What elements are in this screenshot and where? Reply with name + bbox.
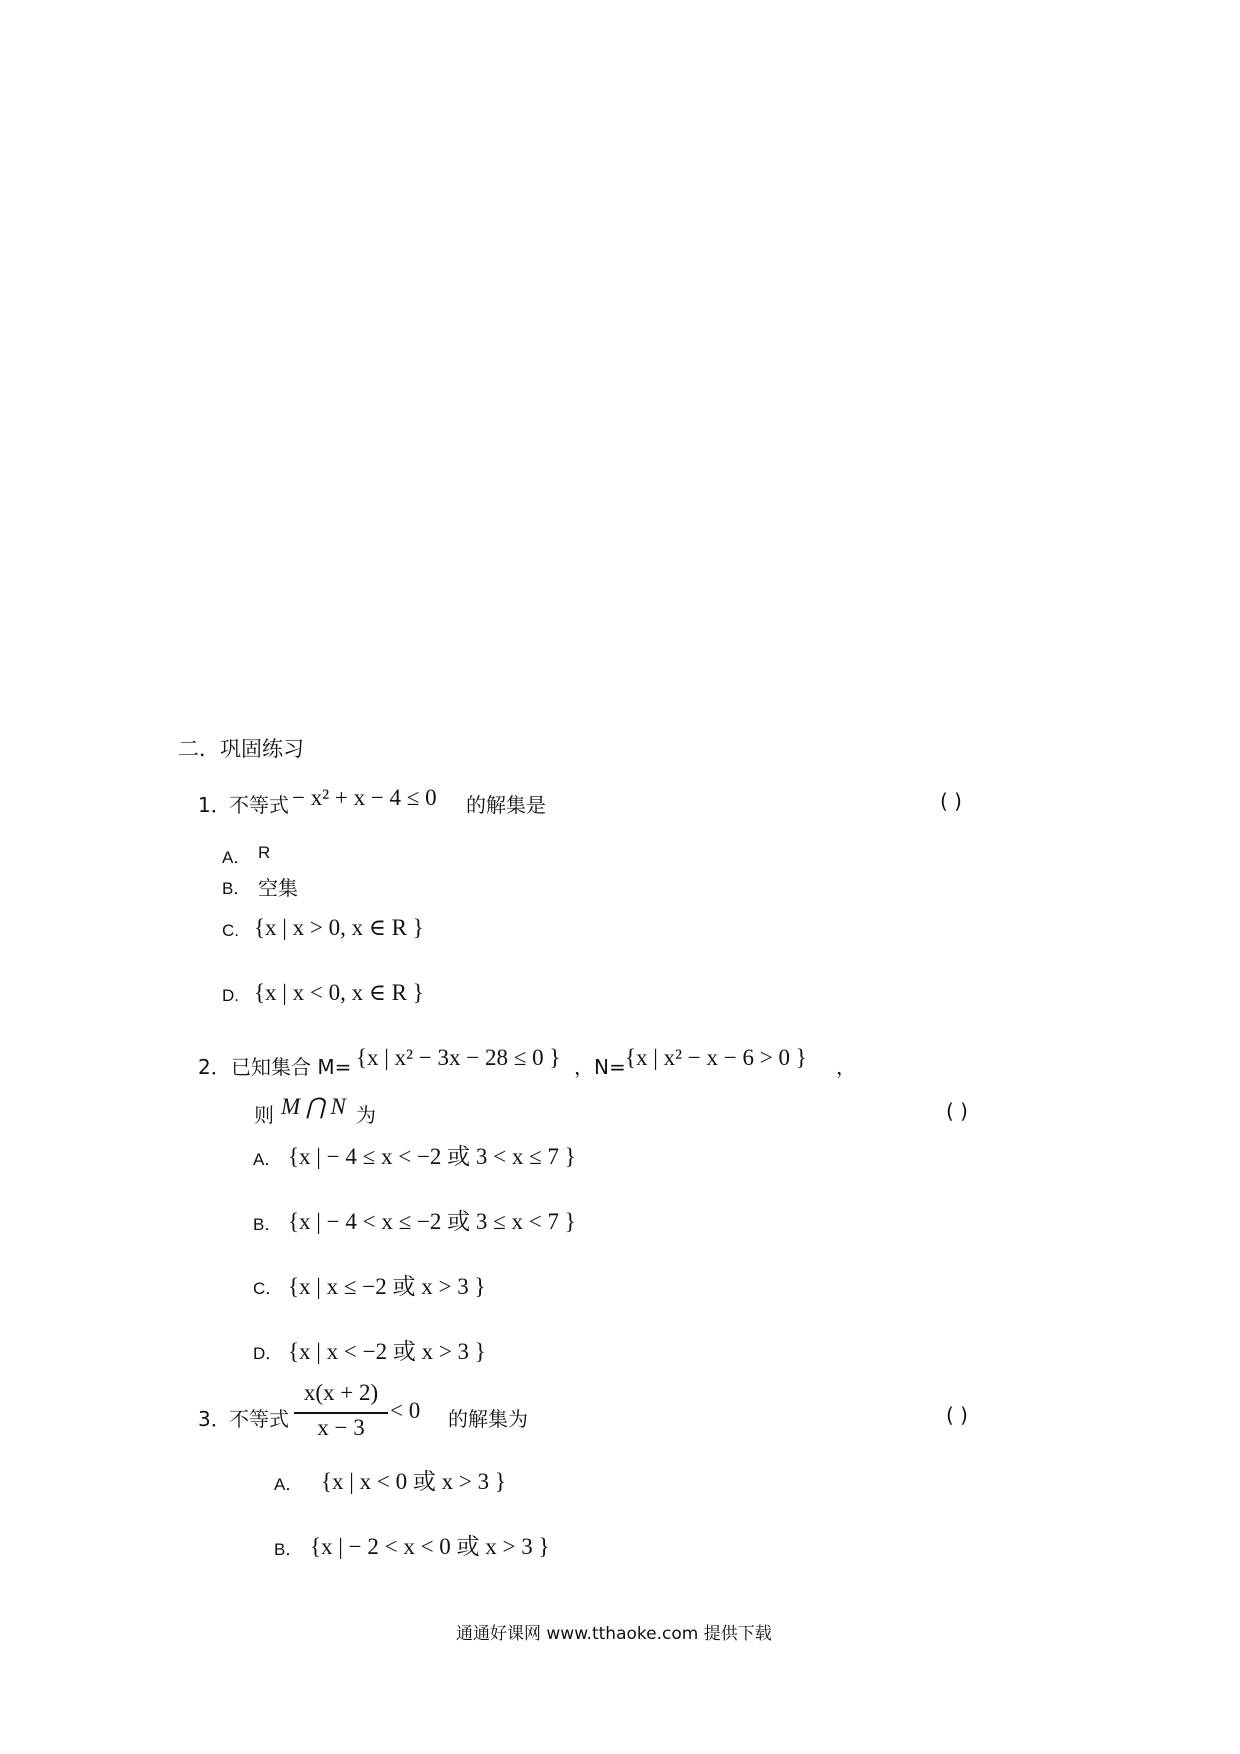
q1-option-c-text: {x | x > 0, x ∈ R } (254, 915, 424, 940)
fraction-denominator: x − 3 (317, 1415, 365, 1440)
question-2-stem-suffix: ， (836, 1055, 856, 1079)
question-3-stem-prefix: 不等式 (229, 1407, 289, 1431)
q3-option-b-text: {x | − 2 < x < 0 或 x > 3 } (310, 1534, 550, 1559)
question-3-number: 3． (198, 1407, 231, 1431)
question-2-line2-prefix: 则 (254, 1103, 274, 1127)
question-1-stem-prefix: 不等式 (229, 793, 289, 817)
question-2-set-n: {x | x² − x − 6 > 0 } (625, 1045, 807, 1070)
q3-option-b-label: B． (274, 1540, 303, 1559)
question-3-answer-bracket: ( ) (946, 1403, 968, 1427)
q1-option-a-label: A． (222, 848, 251, 867)
fraction-numerator: x(x + 2) (303, 1380, 379, 1405)
q2-option-c-label: C． (253, 1279, 283, 1298)
section-title: 二．巩固练习 (178, 737, 304, 761)
q2-option-b-text: {x | − 4 < x ≤ −2 或 3 ≤ x < 7 } (288, 1209, 576, 1234)
q1-option-a-text: R (258, 843, 271, 862)
q1-option-b-text: 空集 (258, 876, 298, 900)
q2-option-a-label: A． (253, 1150, 282, 1169)
question-3-inequality: < 0 (390, 1398, 421, 1423)
q2-option-b-label: B． (253, 1215, 282, 1234)
question-2-intersection: M ⋂ N (281, 1094, 346, 1119)
question-1-stem-suffix: 的解集是 (466, 793, 546, 817)
question-3-fraction (292, 1380, 390, 1440)
question-2-answer-bracket: ( ) (946, 1099, 968, 1123)
question-1-inequality: − x² + x − 4 ≤ 0 (292, 785, 437, 810)
q1-option-c-label: C. (222, 921, 239, 940)
q3-option-a-label: A． (274, 1475, 303, 1494)
question-1-number: 1． (198, 793, 231, 817)
question-1-answer-bracket: ( ) (940, 789, 962, 813)
q2-option-c-text: {x | x ≤ −2 或 x > 3 } (288, 1274, 486, 1299)
question-2-stem-prefix: 已知集合 M= (231, 1055, 352, 1079)
page-footer: 通通好课网 www.tthaoke.com 提供下载 (456, 1624, 772, 1644)
q1-option-b-label: B． (222, 879, 251, 898)
q2-option-d-text: {x | x < −2 或 x > 3 } (288, 1339, 486, 1364)
question-3-stem-suffix: 的解集为 (448, 1407, 528, 1431)
question-2-line2-suffix: 为 (356, 1103, 376, 1127)
q3-option-a-text: {x | x < 0 或 x > 3 } (321, 1469, 506, 1494)
fraction-bar (294, 1412, 388, 1414)
q2-option-d-label: D． (253, 1344, 283, 1363)
question-2-number: 2． (198, 1055, 231, 1079)
q1-option-d-text: {x | x < 0, x ∈ R } (254, 980, 424, 1005)
question-2-set-m: {x | x² − 3x − 28 ≤ 0 } (356, 1045, 561, 1070)
question-2-stem-mid: ，N= (574, 1055, 626, 1079)
q1-option-d-label: D. (222, 986, 239, 1005)
q2-option-a-text: {x | − 4 ≤ x < −2 或 3 < x ≤ 7 } (288, 1144, 576, 1169)
